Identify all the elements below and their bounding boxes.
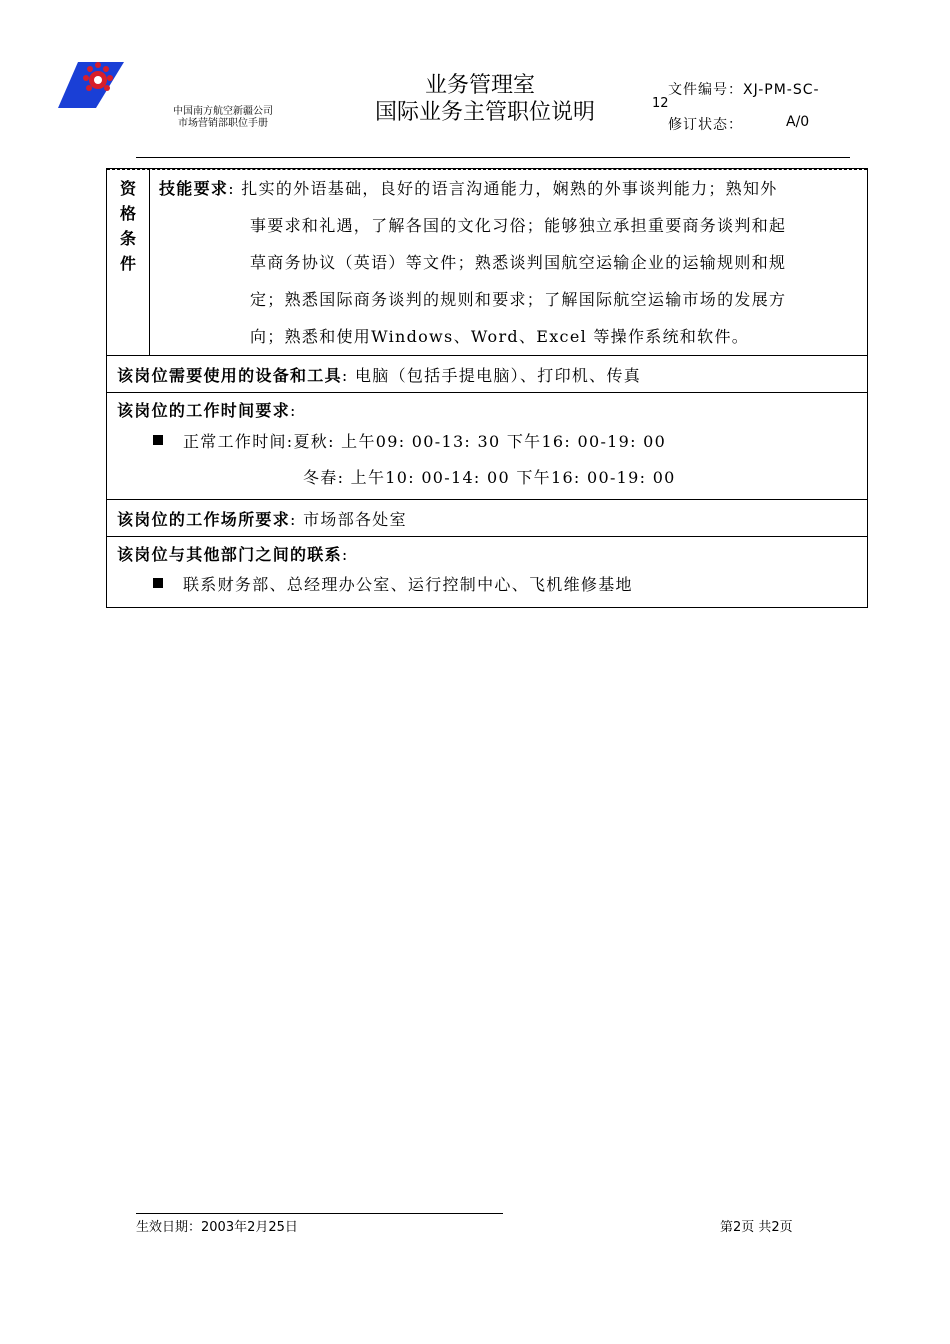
worktime-heading: 该岗位的工作时间要求 bbox=[117, 401, 291, 420]
job-table bbox=[106, 168, 868, 608]
equipment-value: : 电脑（包括手提电脑）、打印机、传真 bbox=[341, 366, 642, 385]
skills-line: 定；熟悉国际商务谈判的规则和要求；了解国际航空运输市场的发展方 bbox=[250, 290, 787, 309]
workplace-value: : 市场部各处室 bbox=[290, 510, 407, 529]
revision-value: A/0 bbox=[786, 114, 810, 130]
equipment-row bbox=[107, 355, 867, 392]
company-logo bbox=[56, 60, 126, 110]
header-divider bbox=[136, 157, 850, 158]
doc-number-label: 文件编号： bbox=[668, 82, 743, 98]
equipment-heading: 该岗位需要使用的设备和工具 bbox=[117, 366, 342, 385]
page-title: 业务管理室 bbox=[424, 73, 535, 98]
skills-text bbox=[150, 170, 867, 355]
qualifications-label-char: 条 bbox=[119, 229, 136, 248]
qualifications-label bbox=[107, 170, 150, 355]
bullet-icon bbox=[153, 435, 163, 445]
relations-item: 联系财务部、总经理办公室、运行控制中心、飞机维修基地 bbox=[183, 575, 633, 594]
qualifications-label-char: 件 bbox=[119, 254, 136, 273]
doc-number-tail: 12 bbox=[652, 96, 669, 111]
qualifications-label-char: 资 bbox=[119, 179, 136, 198]
worktime-line-1: 正常工作时间:夏秋: 上午09: 00-13: 30 下午16: 00-19: 00 bbox=[183, 432, 667, 451]
qualifications-row bbox=[107, 169, 867, 355]
page-number: 第2页 共2页 bbox=[720, 1220, 793, 1235]
skills-line: 技能要求: 扎实的外语基础，良好的语言沟通能力，娴熟的外事谈判能力；熟知外 bbox=[159, 179, 778, 198]
workplace-row bbox=[107, 499, 867, 536]
relations-row: 该岗位与其他部门之间的联系: 联系财务部、总经理办公室、运行控制中心、飞机维修基地 bbox=[107, 536, 867, 607]
relations-heading: 该岗位与其他部门之间的联系 bbox=[117, 545, 342, 564]
doc-number-value: XJ-PM-SC- bbox=[743, 82, 820, 98]
company-name bbox=[158, 106, 288, 130]
page-subtitle: 国际业务主管职位说明 bbox=[374, 100, 595, 125]
workplace-heading: 该岗位的工作场所要求 bbox=[117, 510, 291, 529]
doc-number bbox=[668, 79, 820, 99]
worktime-row: 该岗位的工作时间要求: 正常工作时间:夏秋: 上午09: 00-13: 30 下午16: 00-19: 00 冬春: 上午10: 00-14: 00 下午16: 00-19: 00 bbox=[107, 392, 867, 499]
company-line-2: 市场营销部职位手册 bbox=[178, 118, 268, 129]
skills-heading: 技能要求 bbox=[159, 179, 229, 198]
company-line-1: 中国南方航空新疆公司 bbox=[173, 106, 273, 117]
skills-line: 向；熟悉和使用Windows、Word、Excel 等操作系统和软件。 bbox=[250, 327, 750, 346]
revision-label: 修订状态： bbox=[668, 117, 743, 133]
skills-line: 事要求和礼遇，了解各国的文化习俗；能够独立承担重要商务谈判和起 bbox=[250, 216, 787, 235]
qualifications-label-char: 格 bbox=[119, 204, 136, 223]
skills-line: 草商务协议（英语）等文件；熟悉谈判国航空运输企业的运输规则和规 bbox=[250, 253, 787, 272]
footer-divider bbox=[136, 1213, 503, 1214]
worktime-line-2: 冬春: 上午10: 00-14: 00 下午16: 00-19: 00 bbox=[303, 468, 676, 487]
bullet-icon bbox=[153, 578, 163, 588]
effective-date: 生效日期：2003年2月25日 bbox=[136, 1220, 298, 1235]
